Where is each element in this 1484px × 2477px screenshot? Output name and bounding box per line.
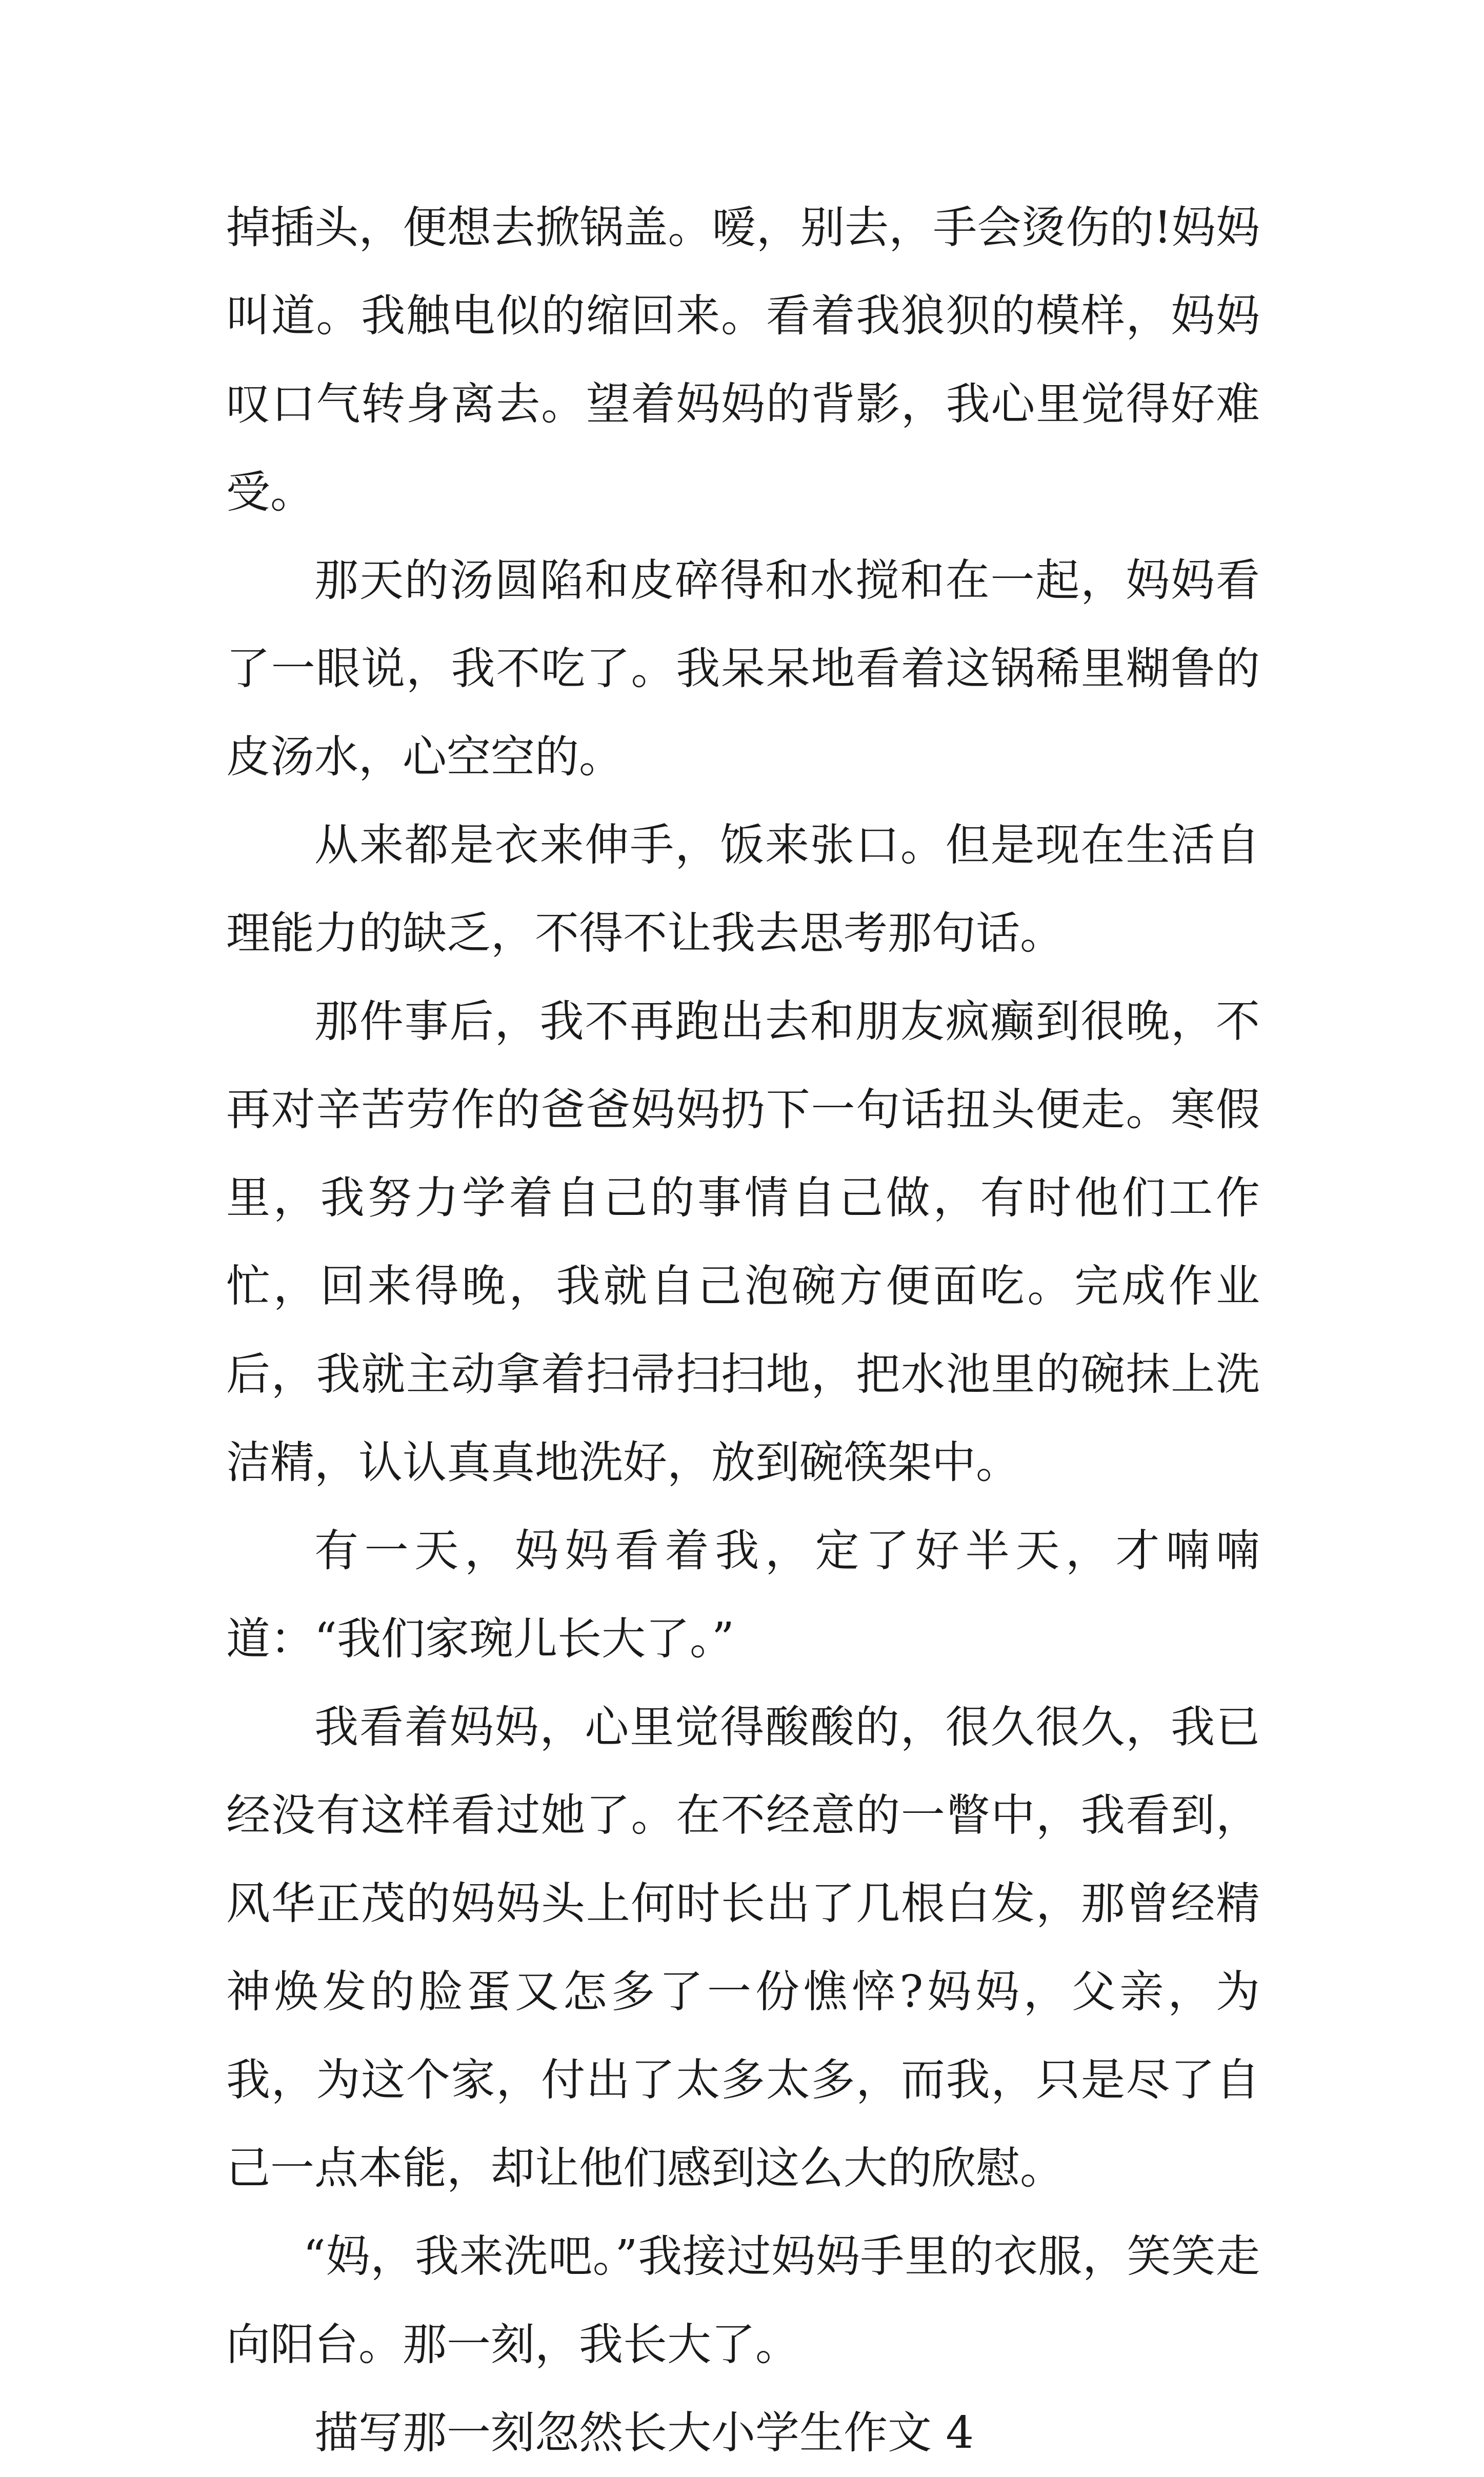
paragraph-looking-at-mother: 我看着妈妈，心里觉得酸酸的，很久很久，我已经没有这样看过她了。在不经意的一瞥中，我看到，风华正茂的妈妈头上何时长出了几根白发，那曾经精神焕发的脸蛋又怎多了一份憔悴?妈妈，父亲，为我，为这个家，付出了太多太多，而我，只是尽了自己一点本能，却让他们感到这么大的欣慰。 — [226, 1702, 1260, 2194]
paragraph-mother-remark: 有一天，妈妈看着我，定了好半天，才喃喃道：“我们家琬儿长大了。” — [226, 1525, 1260, 1665]
paragraph-continuation: 掉插头，便想去掀锅盖。嗳，别去，手会烫伤的!妈妈叫道。我触电似的缩回来。看着我狼狈的模样，妈妈叹口气转身离去。望着妈妈的背影，我心里觉得好难受。 — [226, 202, 1260, 518]
paragraph-change: 那件事后，我不再跑出去和朋友疯癫到很晚，不再对辛苦劳作的爸爸妈妈扔下一句话扭头便走。寒假里，我努力学着自己的事情自己做，有时他们工作忙，回来得晚，我就自己泡碗方便面吃。完成作业后，我就主动拿着扫帚扫扫地，把水池里的碗抹上洗洁精，认认真真地洗好，放到碗筷架中。 — [226, 996, 1260, 1488]
paragraph-soup: 那天的汤圆陷和皮碎得和水搅和在一起，妈妈看了一眼说，我不吃了。我呆呆地看着这锅稀里糊鲁的皮汤水，心空空的。 — [226, 555, 1260, 783]
paragraph-ending: “妈，我来洗吧。”我接过妈妈手里的衣服，笑笑走向阳台。那一刻，我长大了。 — [226, 2231, 1260, 2370]
essay-heading: 描写那一刻忽然长大小学生作文 4 — [314, 2407, 974, 2459]
paragraph-reflection: 从来都是衣来伸手，饭来张口。但是现在生活自理能力的缺乏，不得不让我去思考那句话。 — [226, 820, 1260, 959]
essay-body — [226, 184, 1260, 2477]
